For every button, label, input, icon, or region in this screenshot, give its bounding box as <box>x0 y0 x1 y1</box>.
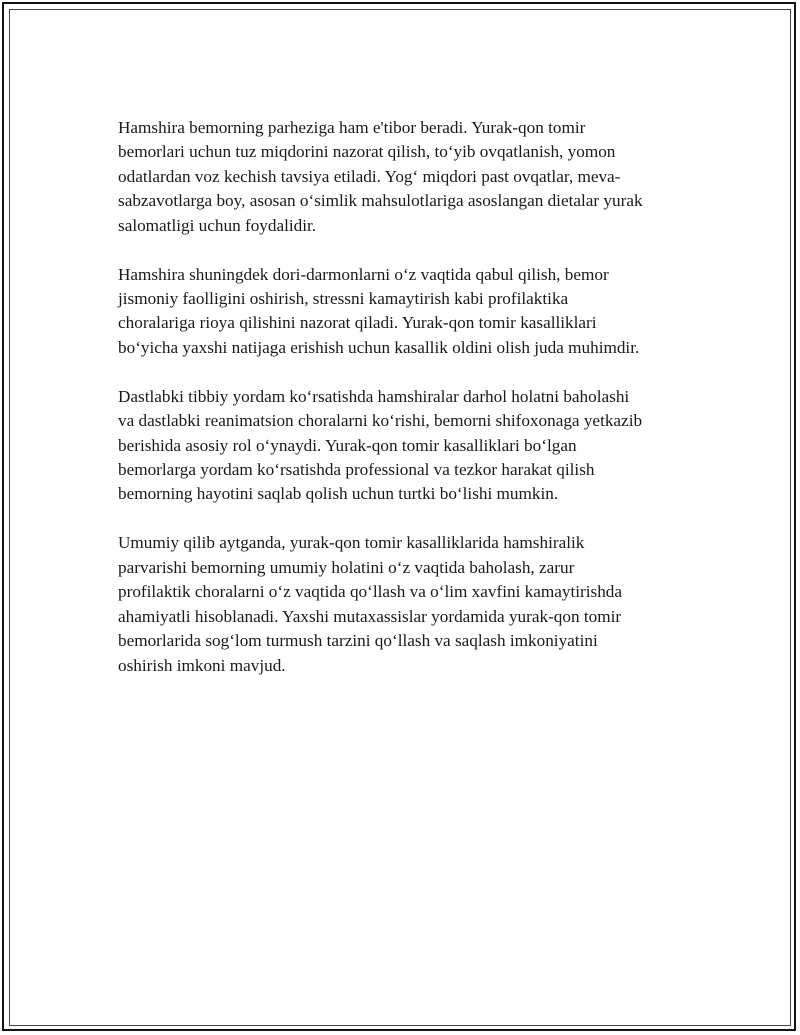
text-line: berishida asosiy rol o‘ynaydi. Yurak-qon tomir kasalliklari bo‘lgan <box>118 435 577 455</box>
text-line: odatlardan voz kechish tavsiya etiladi. Yog‘ miqdori past ovqatlar, meva- <box>118 166 621 186</box>
text-line: bo‘yicha yaxshi natijaga erishish uchun kasallik oldini olish juda muhimdir. <box>118 337 640 357</box>
text-line: parvarishi bemorning umumiy holatini o‘z vaqtida baholash, zarur <box>118 557 575 577</box>
paragraph-prevention <box>118 263 698 361</box>
text-line: Dastlabki tibbiy yordam ko‘rsatishda hamshiralar darhol holatni baholashi <box>118 386 630 406</box>
text-line: Umumiy qilib aytganda, yurak-qon tomir kasalliklarida hamshiralik <box>118 533 585 553</box>
paragraph-first-aid <box>118 385 698 507</box>
document-body <box>118 116 698 703</box>
text-line: sabzavotlarga boy, asosan o‘simlik mahsulotlariga asoslangan dietalar yurak <box>118 191 643 211</box>
text-line: choralariga rioya qilishini nazorat qiladi. Yurak-qon tomir kasalliklari <box>118 313 597 333</box>
text-line: bemorlari uchun tuz miqdorini nazorat qilish, to‘yib ovqatlanish, yomon <box>118 142 616 162</box>
text-line: va dastlabki reanimatsion choralarni ko‘rishi, bemorni shifoxonaga yetkazib <box>118 411 643 431</box>
text-line: Hamshira bemorning parheziga ham e'tibor beradi. Yurak-qon tomir <box>118 118 586 137</box>
text-line: jismoniy faolligini oshirish, stressni kamaytirish kabi profilaktika <box>118 289 569 309</box>
text-line: oshirish imkoni mavjud. <box>118 655 286 675</box>
text-line: bemorning hayotini saqlab qolish uchun turtki bo‘lishi mumkin. <box>118 484 559 504</box>
text-line: salomatligi uchun foydalidir. <box>118 215 317 235</box>
text-line: ahamiyatli hisoblanadi. Yaxshi mutaxassislar yordamida yurak-qon tomir <box>118 606 622 626</box>
text-line: bemorlarga yordam ko‘rsatishda professional va tezkor harakat qilish <box>118 460 595 480</box>
paragraph-conclusion <box>118 531 698 677</box>
paragraph-diet <box>118 116 698 238</box>
text-line: profilaktik choralarni o‘z vaqtida qo‘llash va o‘lim xavfini kamaytirishda <box>118 582 623 602</box>
text-line: Hamshira shuningdek dori-darmonlarni o‘z vaqtida qabul qilish, bemor <box>118 264 609 284</box>
text-line: bemorlarida sog‘lom turmush tarzini qo‘llash va saqlash imkoniyatini <box>118 631 598 651</box>
